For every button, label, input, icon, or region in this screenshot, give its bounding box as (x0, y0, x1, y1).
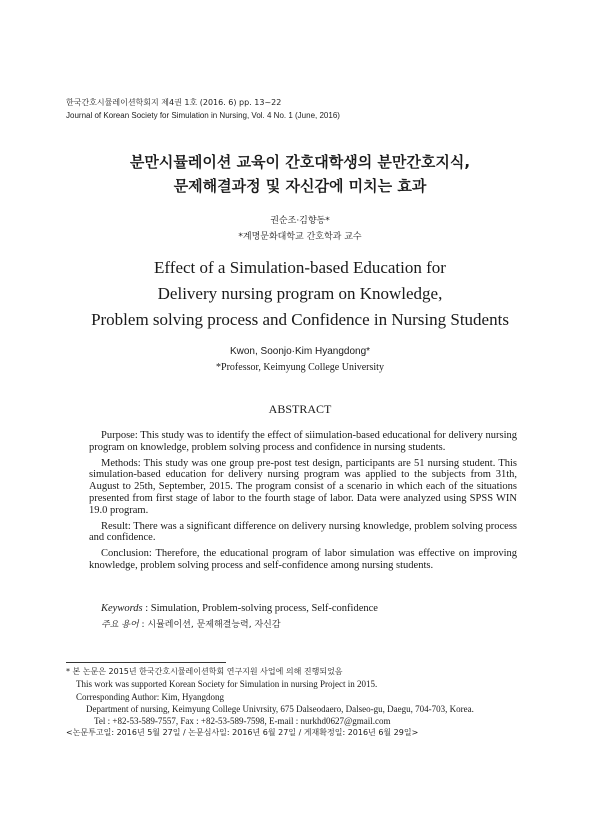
korean-author-affiliation: *계명문화대학교 간호학과 교수 (238, 232, 362, 242)
abstract-purpose (89, 430, 517, 454)
result-label: Result: (101, 520, 131, 532)
purpose-text: This study was to identify the effect of siimulation-based educational for delivery nursing program on knowledge, problem solving process and confidence in nursing students. (89, 430, 517, 453)
journal-citation-korean: 한국간호시뮬레이션학회지 제4권 1호 (2016. 6) pp. 13~22 (66, 98, 282, 107)
english-title-line-3: Problem solving process and Confidence in Nursing Students (91, 310, 509, 329)
journal-header (66, 96, 340, 122)
english-title-line-2: Delivery nursing program on Knowledge, (157, 284, 443, 303)
abstract-methods (89, 458, 517, 517)
keywords-ko-label: 주요 용어 (101, 620, 139, 630)
footnote-address: Department of nursing, Keimyung College Univrsity, 675 Dalseodaero, Dalseo-gu, Daegu, 704-703, Korea. (86, 703, 474, 714)
english-title (0, 255, 600, 333)
footnote-corresponding-author: Corresponding Author: Kim, Hyangdong (76, 691, 224, 702)
footnote-funding-korean: * 본 논문은 2015년 한국간호시뮬레이션학회 연구지원 사업에 의해 진행되었음 (66, 667, 343, 676)
footnote-divider (66, 662, 226, 663)
korean-title (0, 150, 600, 198)
footnote-contact: Tel : +82-53-589-7557, Fax : +82-53-589-7598, E-mail : nurkhd0627@gmail.com (94, 716, 391, 727)
conclusion-text: Therefore, the educational program of labor simulation was effective on improving knowledge, problem solving process and self-confidence among nursing students. (89, 548, 517, 571)
methods-text: This study was one group pre-post test design, participants are 51 nursing student. This simulation-based education for delivery nursing program was applied to the subjects from 31th, August to 25th, September, 2015. The program consist of a scenario in which each of the situations presented from first stage of labor to the fourth stage of labor. Data were analyzed using SPSS WIN 19.0 program. (89, 457, 517, 516)
methods-label: Methods: (101, 457, 141, 469)
footnote (66, 666, 536, 740)
korean-title-line-2: 문제해결과정 및 자신감에 미치는 효과 (173, 177, 427, 195)
keywords-label: Keywords (101, 603, 143, 614)
keywords-ko-value: : 시뮬레이션, 문제해결능력, 자신감 (138, 620, 281, 630)
result-text: There was a significant difference on delivery nursing knowledge, problem solving process and confidence. (89, 520, 517, 544)
purpose-label: Purpose: (101, 430, 138, 441)
footnote-dates: <논문투고일: 2016년 5월 27일 / 논문심사일: 2016년 6월 27일 / 게재확정일: 2016년 6월 29일> (66, 728, 419, 738)
english-authors (0, 344, 600, 376)
keywords-english (101, 600, 378, 617)
abstract-body (89, 430, 517, 576)
korean-author-names: 권순조·김향동* (270, 216, 330, 226)
keywords-korean (101, 617, 378, 634)
english-author-names: Kwon, Soonjo·Kim Hyangdong* (229, 346, 371, 357)
footnote-funding-english: This work was supported Korean Society for Simulation in nursing Project in 2015. (76, 679, 378, 690)
english-title-line-1: Effect of a Simulation-based Education for (154, 258, 446, 277)
korean-title-line-1: 분만시뮬레이션 교육이 간호대학생의 분만간호지식, (129, 153, 471, 171)
keywords-value: : Simulation, Problem-solving process, Self-confidence (142, 603, 378, 614)
abstract-conclusion (89, 548, 517, 572)
abstract-result (89, 521, 517, 545)
keywords-block (101, 600, 378, 634)
english-author-affiliation: *Professor, Keimyung College University (216, 362, 384, 373)
abstract-heading: ABSTRACT (268, 402, 332, 416)
korean-authors (0, 213, 600, 245)
conclusion-label: Conclusion: (101, 548, 152, 560)
journal-citation-english: Journal of Korean Society for Simulation in Nursing, Vol. 4 No. 1 (June, 2016) (66, 111, 340, 120)
